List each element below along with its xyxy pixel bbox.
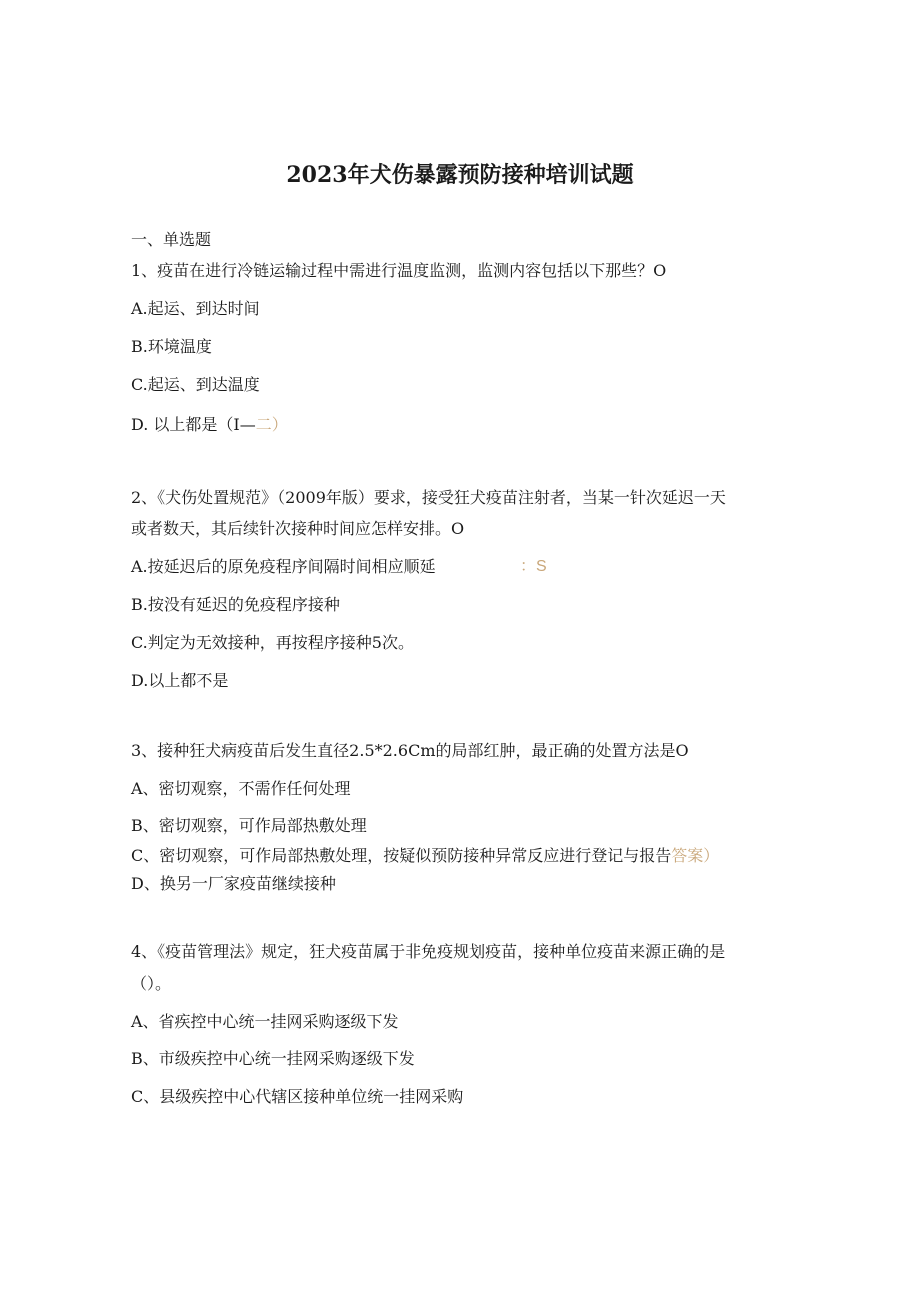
q4-option-b: B、市级疾控中心统一挂网采购逐级下发 [131, 1049, 415, 1068]
page-title: 2023年犬伤暴露预防接种培训试题 [286, 162, 634, 188]
q3-option-c-text: C、密切观察，可作局部热敷处理，按疑似预防接种异常反应进行登记与报告 [131, 846, 672, 865]
q3-stem: 3、接种狂犬病疫苗后发生直径2.5*2.6Cm的局部红肿，最正确的处置方法是O [131, 741, 689, 760]
q2-stem-line1: 2、《犬伤处置规范》（2009年版）要求，接受狂犬疫苗注射者，当某一针次延迟一天 [131, 488, 726, 507]
q4-stem-line1: 4、《疫苗管理法》规定，狂犬疫苗属于非免疫规划疫苗，接种单位疫苗来源正确的是 [131, 942, 726, 961]
q3-option-c [131, 845, 719, 867]
q3-option-a: A、密切观察，不需作任何处理 [131, 779, 351, 798]
q1-option-b: B.环境温度 [131, 337, 212, 356]
section-heading: 一、单选题 [131, 230, 212, 249]
q1-answer-mark: 二） [255, 415, 288, 434]
q1-option-d [131, 414, 288, 436]
q2-option-d: D.以上都不是 [131, 671, 229, 690]
q2-option-b: B.按没有延迟的免疫程序接种 [131, 595, 340, 614]
q3-answer-mark: 答案） [671, 846, 720, 865]
q4-option-a: A、省疾控中心统一挂网采购逐级下发 [131, 1012, 399, 1031]
q4-option-c: C、县级疾控中心代辖区接种单位统一挂网采购 [131, 1087, 464, 1106]
q3-option-b: B、密切观察，可作局部热敷处理 [131, 816, 367, 835]
q1-option-c: C.起运、到达温度 [131, 375, 260, 394]
q2-stem-line2: 或者数天，其后续针次接种时间应怎样安排。O [131, 519, 465, 538]
q3-option-d: D、换另一厂家疫苗继续接种 [131, 874, 336, 893]
q1-option-a: A.起运、到达时间 [131, 299, 260, 318]
q4-stem-line2: （）。 [131, 974, 172, 993]
q1-option-d-text: D. 以上都是（I— [131, 415, 256, 434]
q2-option-c: C.判定为无效接种，再按程序接种5次。 [131, 633, 414, 652]
q2-option-a: A.按延迟后的原免疫程序间隔时间相应顺延 [131, 557, 436, 576]
q1-stem: 1、疫苗在进行冷链运输过程中需进行温度监测，监测内容包括以下那些？O [131, 261, 667, 280]
q2-answer-mark: ：S [520, 558, 547, 575]
